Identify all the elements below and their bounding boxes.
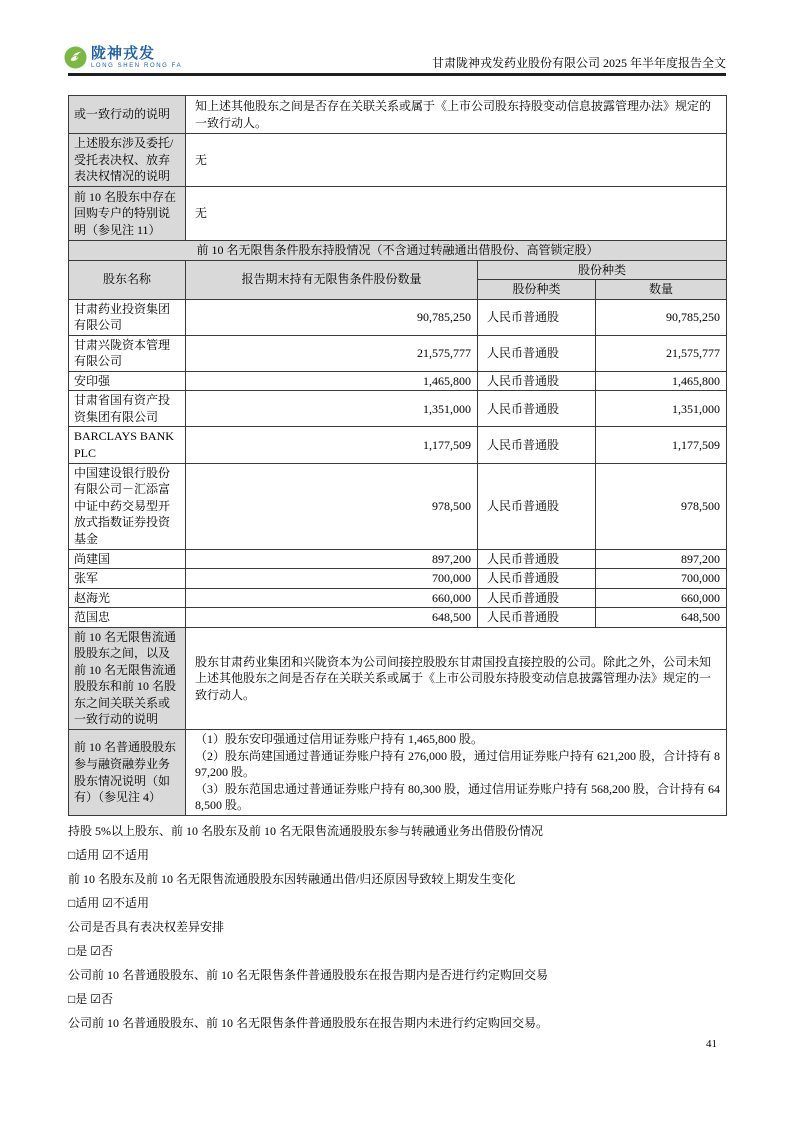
shareholder-name: 甘肃省国有资产投资集团有限公司 <box>69 391 186 427</box>
table-title-row <box>69 241 727 261</box>
shares-amount: 1,177,509 <box>186 427 478 463</box>
unrestricted-holders-table <box>68 240 727 816</box>
company-logo-icon <box>64 46 87 69</box>
shareholder-name: 中国建设银行股份有限公司－汇添富中证中药交易型开放式指数证券投资基金 <box>69 463 186 549</box>
shareholder-name: 尚建国 <box>69 549 186 569</box>
table-row <box>69 96 727 134</box>
shareholder-name: BARCLAYS BANK PLC <box>69 427 186 463</box>
col-header-quantity: 数量 <box>596 280 727 300</box>
table-row <box>69 134 727 187</box>
statement-line: 公司前 10 名普通股股东、前 10 名无限售条件普通股股东在报告期内未进行约定购回交易。 <box>68 1016 549 1031</box>
relation-note-label: 前 10 名无限售流通股股东之间，以及前 10 名无限售流通股股东和前 10 名股东之间关联关系或一致行动的说明 <box>69 627 186 729</box>
shareholder-name: 张军 <box>69 569 186 589</box>
shares-amount: 648,500 <box>186 608 478 628</box>
table-row <box>69 427 727 463</box>
share-class: 人民币普通股 <box>478 463 596 549</box>
share-class: 人民币普通股 <box>478 549 596 569</box>
table-header-row <box>69 260 727 280</box>
share-quantity: 21,575,777 <box>596 335 727 371</box>
share-quantity: 648,500 <box>596 608 727 628</box>
statement-line: 前 10 名股东及前 10 名无限售流通股股东因转融通出借/归还原因导致较上期发生变化 <box>68 872 516 887</box>
shareholder-name: 赵海光 <box>69 588 186 608</box>
row-label: 上述股东涉及委托/受托表决权、放弃表决权情况的说明 <box>69 134 186 187</box>
shareholder-name: 甘肃药业投资集团有限公司 <box>69 299 186 335</box>
share-class: 人民币普通股 <box>478 569 596 589</box>
shares-amount: 978,500 <box>186 463 478 549</box>
table-row <box>69 730 727 816</box>
margin-note-label: 前 10 名普通股股东参与融资融券业务股东情况说明（如有）（参见注 4） <box>69 730 186 816</box>
margin-note-item: （2）股东尚建国通过普通证券账户持有 276,000 股，通过信用证券账户持有 621,200 股，合计持有 897,200 股。 <box>195 748 721 780</box>
share-quantity: 1,177,509 <box>596 427 727 463</box>
report-header-title: 甘肃陇神戎发药业股份有限公司 2025 年半年度报告全文 <box>431 56 726 70</box>
relation-note-value: 股东甘肃药业集团和兴陇资本为公司间接控股股东甘肃国投直接控股的公司。除此之外，公司未知上述其他股东之间是否存在关联关系或属于《上市公司股东持股变动信息披露管理办法》规定的一致行动人。 <box>186 627 727 729</box>
row-value: 无 <box>186 134 727 187</box>
col-header-share-class: 股份种类 <box>478 280 596 300</box>
statements-block <box>68 825 726 1030</box>
statement-checkbox-line: □是 ☑否 <box>68 992 114 1007</box>
table-row <box>69 187 727 241</box>
statement-checkbox-line: □适用 ☑不适用 <box>68 896 150 911</box>
table-row <box>69 569 727 589</box>
share-class: 人民币普通股 <box>478 427 596 463</box>
shareholder-name: 甘肃兴陇资本管理有限公司 <box>69 335 186 371</box>
logo-name-en: LONG SHEN RONG FA <box>91 63 183 69</box>
row-value: 知上述其他股东之间是否存在关联关系或属于《上市公司股东持股变动信息披露管理办法》规定的一致行动人。 <box>186 96 727 134</box>
row-value: 无 <box>186 187 727 241</box>
share-class: 人民币普通股 <box>478 608 596 628</box>
table-row <box>69 627 727 729</box>
table-title: 前 10 名无限售条件股东持股情况（不含通过转融通出借股份、高管锁定股） <box>69 241 727 261</box>
page-content <box>68 95 726 1041</box>
share-class: 人民币普通股 <box>478 588 596 608</box>
table-row <box>69 299 727 335</box>
share-quantity: 700,000 <box>596 569 727 589</box>
statement-line: 持股 5%以上股东、前 10 名股东及前 10 名无限售流通股股东参与转融通业务出借股份情况 <box>68 824 543 839</box>
statement-line: 公司是否具有表决权差异安排 <box>68 920 225 935</box>
share-class: 人民币普通股 <box>478 299 596 335</box>
share-quantity: 1,465,800 <box>596 371 727 391</box>
company-logo <box>64 46 182 69</box>
margin-note-value <box>186 730 727 816</box>
col-header-shareholder: 股东名称 <box>69 260 186 299</box>
statement-checkbox-line: □适用 ☑不适用 <box>68 848 150 863</box>
table-row <box>69 463 727 549</box>
shares-amount: 660,000 <box>186 588 478 608</box>
table-row <box>69 335 727 371</box>
table-row <box>69 608 727 628</box>
col-header-share-class-group: 股份种类 <box>478 260 727 280</box>
share-class: 人民币普通股 <box>478 335 596 371</box>
shares-amount: 897,200 <box>186 549 478 569</box>
shares-amount: 700,000 <box>186 569 478 589</box>
logo-name-cn: 陇神戎发 <box>91 45 156 62</box>
share-class: 人民币普通股 <box>478 371 596 391</box>
statement-line: 公司前 10 名普通股股东、前 10 名无限售条件普通股股东在报告期内是否进行约定购回交易 <box>68 968 549 983</box>
table-row <box>69 371 727 391</box>
margin-note-item: （1）股东安印强通过信用证券账户持有 1,465,800 股。 <box>195 732 484 747</box>
shareholder-name: 范国忠 <box>69 608 186 628</box>
shares-amount: 21,575,777 <box>186 335 478 371</box>
shareholder-notes-table <box>68 95 727 241</box>
row-label: 前 10 名股东中存在回购专户的特别说明（参见注 11） <box>69 187 186 241</box>
table-row <box>69 391 727 427</box>
share-quantity: 660,000 <box>596 588 727 608</box>
share-quantity: 90,785,250 <box>596 299 727 335</box>
logo-text-block <box>91 46 182 69</box>
share-quantity: 978,500 <box>596 463 727 549</box>
margin-note-item: （3）股东范国忠通过普通证券账户持有 80,300 股，通过信用证券账户持有 568,200 股，合计持有 648,500 股。 <box>195 781 721 813</box>
statement-checkbox-line: □是 ☑否 <box>68 944 114 959</box>
share-quantity: 1,351,000 <box>596 391 727 427</box>
share-class: 人民币普通股 <box>478 391 596 427</box>
page-number: 41 <box>706 1038 717 1050</box>
shares-amount: 90,785,250 <box>186 299 478 335</box>
shares-amount: 1,351,000 <box>186 391 478 427</box>
share-quantity: 897,200 <box>596 549 727 569</box>
shares-amount: 1,465,800 <box>186 371 478 391</box>
header-rule <box>68 73 726 76</box>
table-row <box>69 549 727 569</box>
row-label: 或一致行动的说明 <box>69 96 186 134</box>
col-header-amount: 报告期末持有无限售条件股份数量 <box>186 260 478 299</box>
shareholder-name: 安印强 <box>69 371 186 391</box>
table-row <box>69 588 727 608</box>
